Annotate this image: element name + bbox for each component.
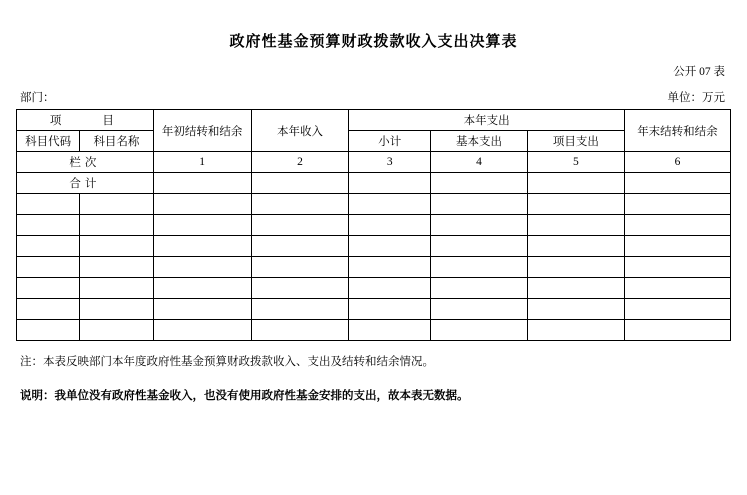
table-statement: 说明：我单位没有政府性基金收入，也没有使用政府性基金安排的支出，故本表无数据。 bbox=[20, 390, 469, 402]
cell-basic-expense bbox=[431, 320, 528, 341]
cell-end-balance bbox=[624, 299, 730, 320]
table-row bbox=[17, 236, 731, 257]
total-value-1 bbox=[153, 173, 251, 194]
meta-row bbox=[16, 89, 731, 105]
table-row bbox=[17, 215, 731, 236]
header-end-balance: 年末结转和结余 bbox=[624, 110, 730, 152]
unit-label: 单位：万元 bbox=[667, 92, 725, 104]
cell-subject-name bbox=[80, 236, 153, 257]
column-number-label: 栏次 bbox=[17, 152, 154, 173]
cell-basic-expense bbox=[431, 257, 528, 278]
table-note: 注：本表反映部门本年度政府性基金预算财政拨款收入、支出及结转和结余情况。 bbox=[20, 356, 434, 368]
cell-subject-code bbox=[17, 215, 80, 236]
cell-project-expense bbox=[527, 215, 624, 236]
table-column-number-row bbox=[17, 152, 731, 173]
header-project-expense: 项目支出 bbox=[527, 131, 624, 152]
column-number-4: 4 bbox=[431, 152, 528, 173]
cell-begin-balance bbox=[153, 257, 251, 278]
cell-subject-name bbox=[80, 194, 153, 215]
cell-project-expense bbox=[527, 236, 624, 257]
cell-subject-name bbox=[80, 278, 153, 299]
cell-project-expense bbox=[527, 257, 624, 278]
total-value-5 bbox=[527, 173, 624, 194]
table-row bbox=[17, 257, 731, 278]
total-value-4 bbox=[431, 173, 528, 194]
column-number-6: 6 bbox=[624, 152, 730, 173]
column-number-5: 5 bbox=[527, 152, 624, 173]
cell-subject-code bbox=[17, 299, 80, 320]
cell-subtotal bbox=[349, 194, 431, 215]
cell-subject-code bbox=[17, 257, 80, 278]
cell-year-income bbox=[251, 194, 349, 215]
table-row bbox=[17, 320, 731, 341]
cell-subtotal bbox=[349, 215, 431, 236]
header-subtotal: 小计 bbox=[349, 131, 431, 152]
header-begin-balance: 年初结转和结余 bbox=[153, 110, 251, 152]
table-row bbox=[17, 278, 731, 299]
table-row bbox=[17, 299, 731, 320]
cell-year-income bbox=[251, 257, 349, 278]
column-number-3: 3 bbox=[349, 152, 431, 173]
cell-end-balance bbox=[624, 236, 730, 257]
column-number-2: 2 bbox=[251, 152, 349, 173]
cell-subject-code bbox=[17, 320, 80, 341]
cell-begin-balance bbox=[153, 215, 251, 236]
cell-subject-code bbox=[17, 236, 80, 257]
cell-end-balance bbox=[624, 320, 730, 341]
table-header-row-2 bbox=[17, 131, 731, 152]
page-title: 政府性基金预算财政拨款收入支出决算表 bbox=[229, 34, 518, 50]
cell-year-income bbox=[251, 236, 349, 257]
total-value-2 bbox=[251, 173, 349, 194]
total-label: 合计 bbox=[17, 173, 154, 194]
cell-end-balance bbox=[624, 215, 730, 236]
header-item-group: 项 目 bbox=[17, 110, 154, 131]
cell-end-balance bbox=[624, 194, 730, 215]
header-basic-expense: 基本支出 bbox=[431, 131, 528, 152]
total-value-6 bbox=[624, 173, 730, 194]
table-total-row bbox=[17, 173, 731, 194]
cell-subtotal bbox=[349, 320, 431, 341]
cell-project-expense bbox=[527, 278, 624, 299]
cell-subject-name bbox=[80, 257, 153, 278]
cell-project-expense bbox=[527, 320, 624, 341]
cell-year-income bbox=[251, 215, 349, 236]
department-label: 部门： bbox=[20, 92, 55, 104]
cell-begin-balance bbox=[153, 236, 251, 257]
cell-basic-expense bbox=[431, 215, 528, 236]
cell-subtotal bbox=[349, 299, 431, 320]
cell-basic-expense bbox=[431, 194, 528, 215]
table-header-row-1 bbox=[17, 110, 731, 131]
cell-subject-code bbox=[17, 194, 80, 215]
cell-begin-balance bbox=[153, 194, 251, 215]
cell-begin-balance bbox=[153, 299, 251, 320]
header-year-expense-group: 本年支出 bbox=[349, 110, 624, 131]
table-row bbox=[17, 194, 731, 215]
cell-basic-expense bbox=[431, 278, 528, 299]
form-code: 公开 07 表 bbox=[673, 66, 725, 78]
cell-subtotal bbox=[349, 257, 431, 278]
financial-table bbox=[16, 109, 731, 341]
total-value-3 bbox=[349, 173, 431, 194]
cell-begin-balance bbox=[153, 320, 251, 341]
header-year-income: 本年收入 bbox=[251, 110, 349, 152]
header-subject-name: 科目名称 bbox=[80, 131, 153, 152]
document-page bbox=[0, 30, 747, 495]
cell-basic-expense bbox=[431, 236, 528, 257]
cell-project-expense bbox=[527, 194, 624, 215]
cell-subtotal bbox=[349, 236, 431, 257]
cell-subject-name bbox=[80, 320, 153, 341]
cell-year-income bbox=[251, 320, 349, 341]
cell-begin-balance bbox=[153, 278, 251, 299]
cell-subject-name bbox=[80, 215, 153, 236]
cell-subtotal bbox=[349, 278, 431, 299]
cell-end-balance bbox=[624, 257, 730, 278]
header-subject-code: 科目代码 bbox=[17, 131, 80, 152]
cell-year-income bbox=[251, 299, 349, 320]
cell-year-income bbox=[251, 278, 349, 299]
cell-project-expense bbox=[527, 299, 624, 320]
cell-end-balance bbox=[624, 278, 730, 299]
column-number-1: 1 bbox=[153, 152, 251, 173]
cell-basic-expense bbox=[431, 299, 528, 320]
cell-subject-code bbox=[17, 278, 80, 299]
cell-subject-name bbox=[80, 299, 153, 320]
